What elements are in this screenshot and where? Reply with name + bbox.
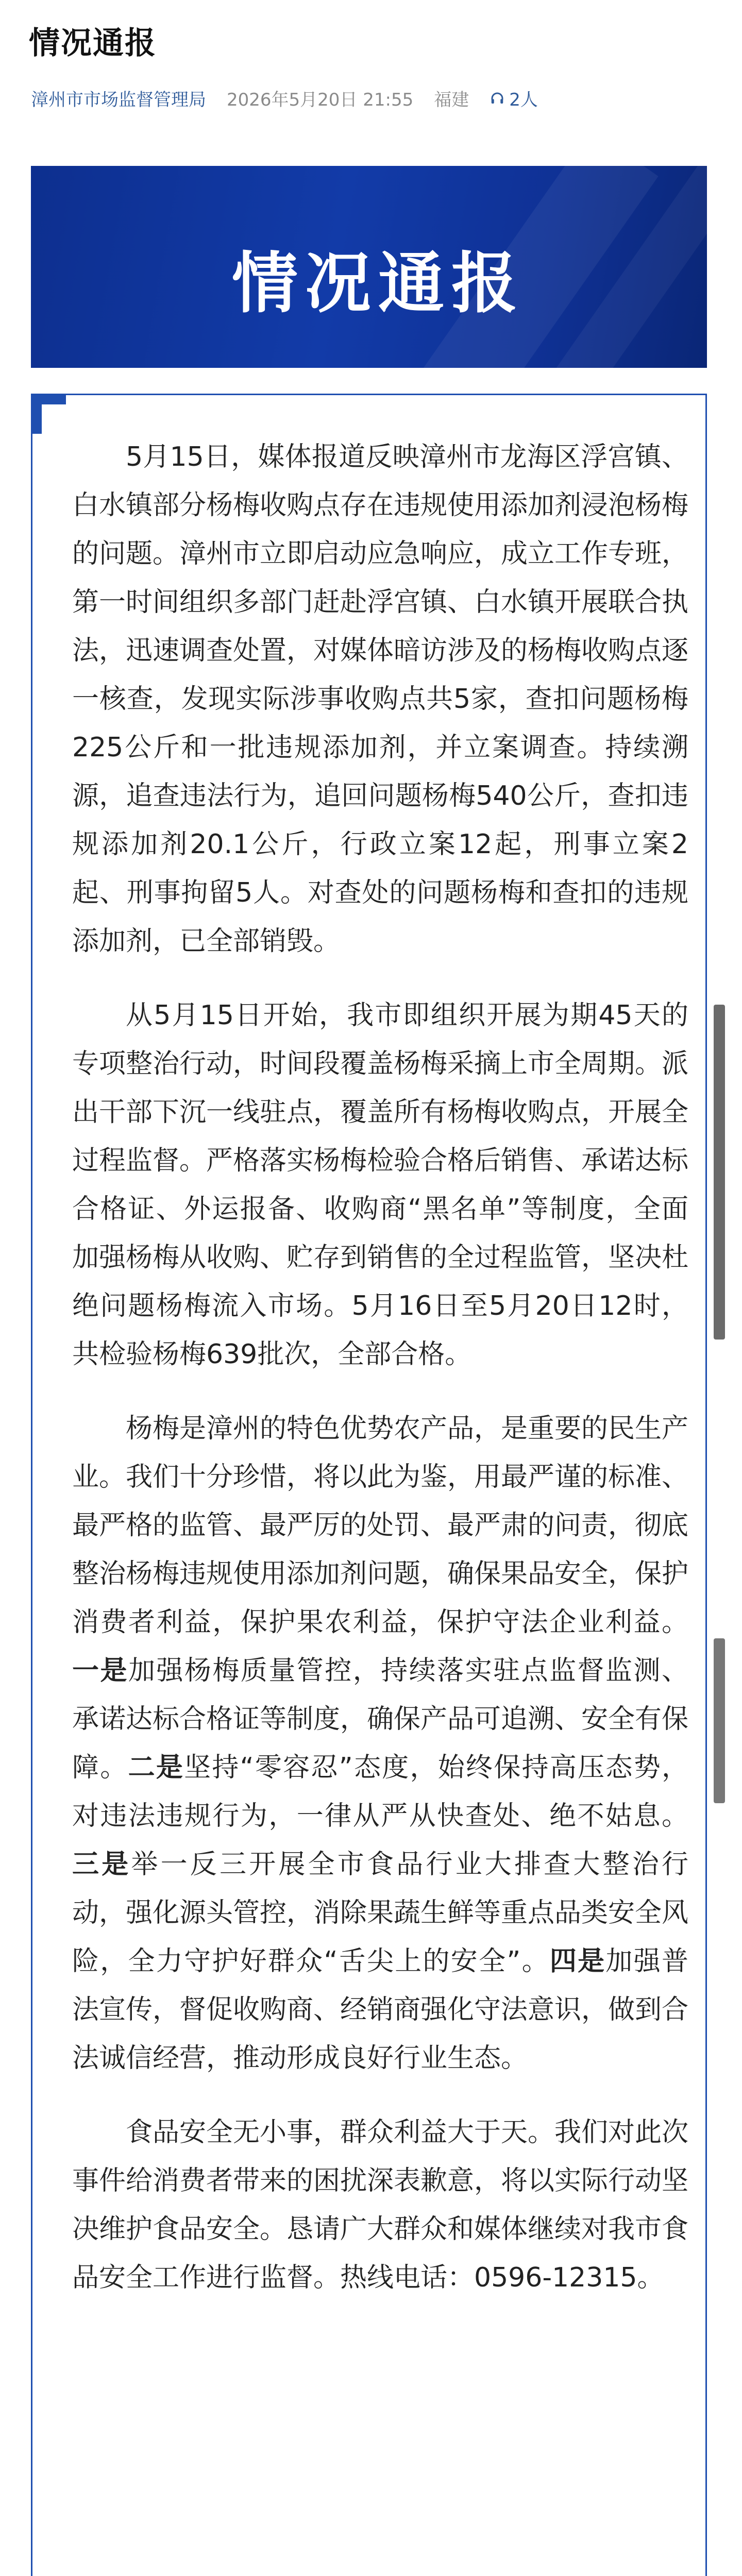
location-label: 福建 — [434, 90, 469, 110]
page-title: 情况通报 — [29, 25, 157, 61]
listen-button[interactable] — [490, 86, 538, 111]
keyword-2: 二是 — [128, 1752, 184, 1783]
publish-time: 2026年5月20日 21:55 — [227, 90, 414, 110]
notice-body — [72, 433, 688, 2302]
p3-item-3: 举一反三开展全市食品行业大排查大整治行动，强化源头管控，消除果蔬生鲜等重点品类安全风险，全力守护好群众“舌尖上的安全”。 — [72, 1849, 689, 1977]
paragraph-2: 从5月15日开始，我市即组织开展为期45天的专项整治行动，时间段覆盖杨梅采摘上市全周期。派出干部下沉一线驻点，覆盖所有杨梅收购点，开展全过程监督。严格落实杨梅检验合格后销售、承诺达标合格证、外运报备、收购商“黑名单”等制度，全面加强杨梅从收购、贮存到销售的全过程监管，坚决杜绝问题杨梅流入市场。5月16日至5月20日12时，共检验杨梅639批次，全部合格。 — [72, 1000, 689, 1370]
p3-item-2: 坚持“零容忍”态度，始终保持高压态势，对违法违规行为，一律从严从快查处、绝不姑息。 — [72, 1752, 688, 1832]
banner-image — [31, 166, 707, 368]
keyword-1: 一是 — [72, 1655, 128, 1686]
paragraph-1: 5月15日，媒体报道反映漳州市龙海区浮宫镇、白水镇部分杨梅收购点存在违规使用添加剂浸泡杨梅的问题。漳州市立即启动应急响应，成立工作专班，第一时间组织多部门赶赴浮宫镇、白水镇开展联合执法，迅速调查处置，对媒体暗访涉及的杨梅收购点逐一核查，发现实际涉事收购点共5家，查扣问题杨梅225公斤和一批违规添加剂，并立案调查。持续溯源，追查违法行为，追回问题杨梅540公斤，查扣违规添加剂20.1公斤，行政立案12起，刑事立案2起、刑事拘留5人。对查处的问题杨梅和查扣的违规添加剂，已全部销毁。 — [72, 442, 689, 957]
p3-item-4: 加强普法宣传，督促收购商、经销商强化守法意识，做到合法诚信经营，推动形成良好行业生态。 — [72, 1946, 689, 2074]
paragraph-4: 食品安全无小事，群众利益大于天。我们对此次事件给消费者带来的困扰深表歉意，将以实际行动坚决维护食品安全。恳请广大群众和媒体继续对我市食品安全工作进行监督。热线电话：0596-12315。 — [72, 2117, 689, 2293]
scroll-indicator — [714, 1638, 725, 1803]
banner-title: 情况通报 — [232, 245, 525, 322]
listener-count: 2人 — [509, 90, 538, 110]
article-meta — [31, 86, 538, 111]
source-link[interactable]: 漳州市市场监督管理局 — [31, 90, 206, 110]
headphone-icon — [490, 91, 505, 106]
paragraph-3 — [72, 1404, 688, 2082]
p3-intro: 杨梅是漳州的特色优势农产品，是重要的民生产业。我们十分珍惜，将以此为鉴，用最严谨的标准、最严格的监管、最严厉的处罚、最严肃的问责，彻底整治杨梅违规使用添加剂问题，确保果品安全，保护消费者利益，保护果农利益，保护守法企业利益。 — [72, 1413, 689, 1638]
p3-item-1: 加强杨梅质量管控，持续落实驻点监督监测、承诺达标合格证等制度，确保产品可追溯、安全有保障。 — [72, 1655, 689, 1783]
scroll-indicator — [714, 1005, 725, 1340]
keyword-3: 三是 — [72, 1849, 131, 1880]
keyword-4: 四是 — [549, 1946, 606, 1977]
